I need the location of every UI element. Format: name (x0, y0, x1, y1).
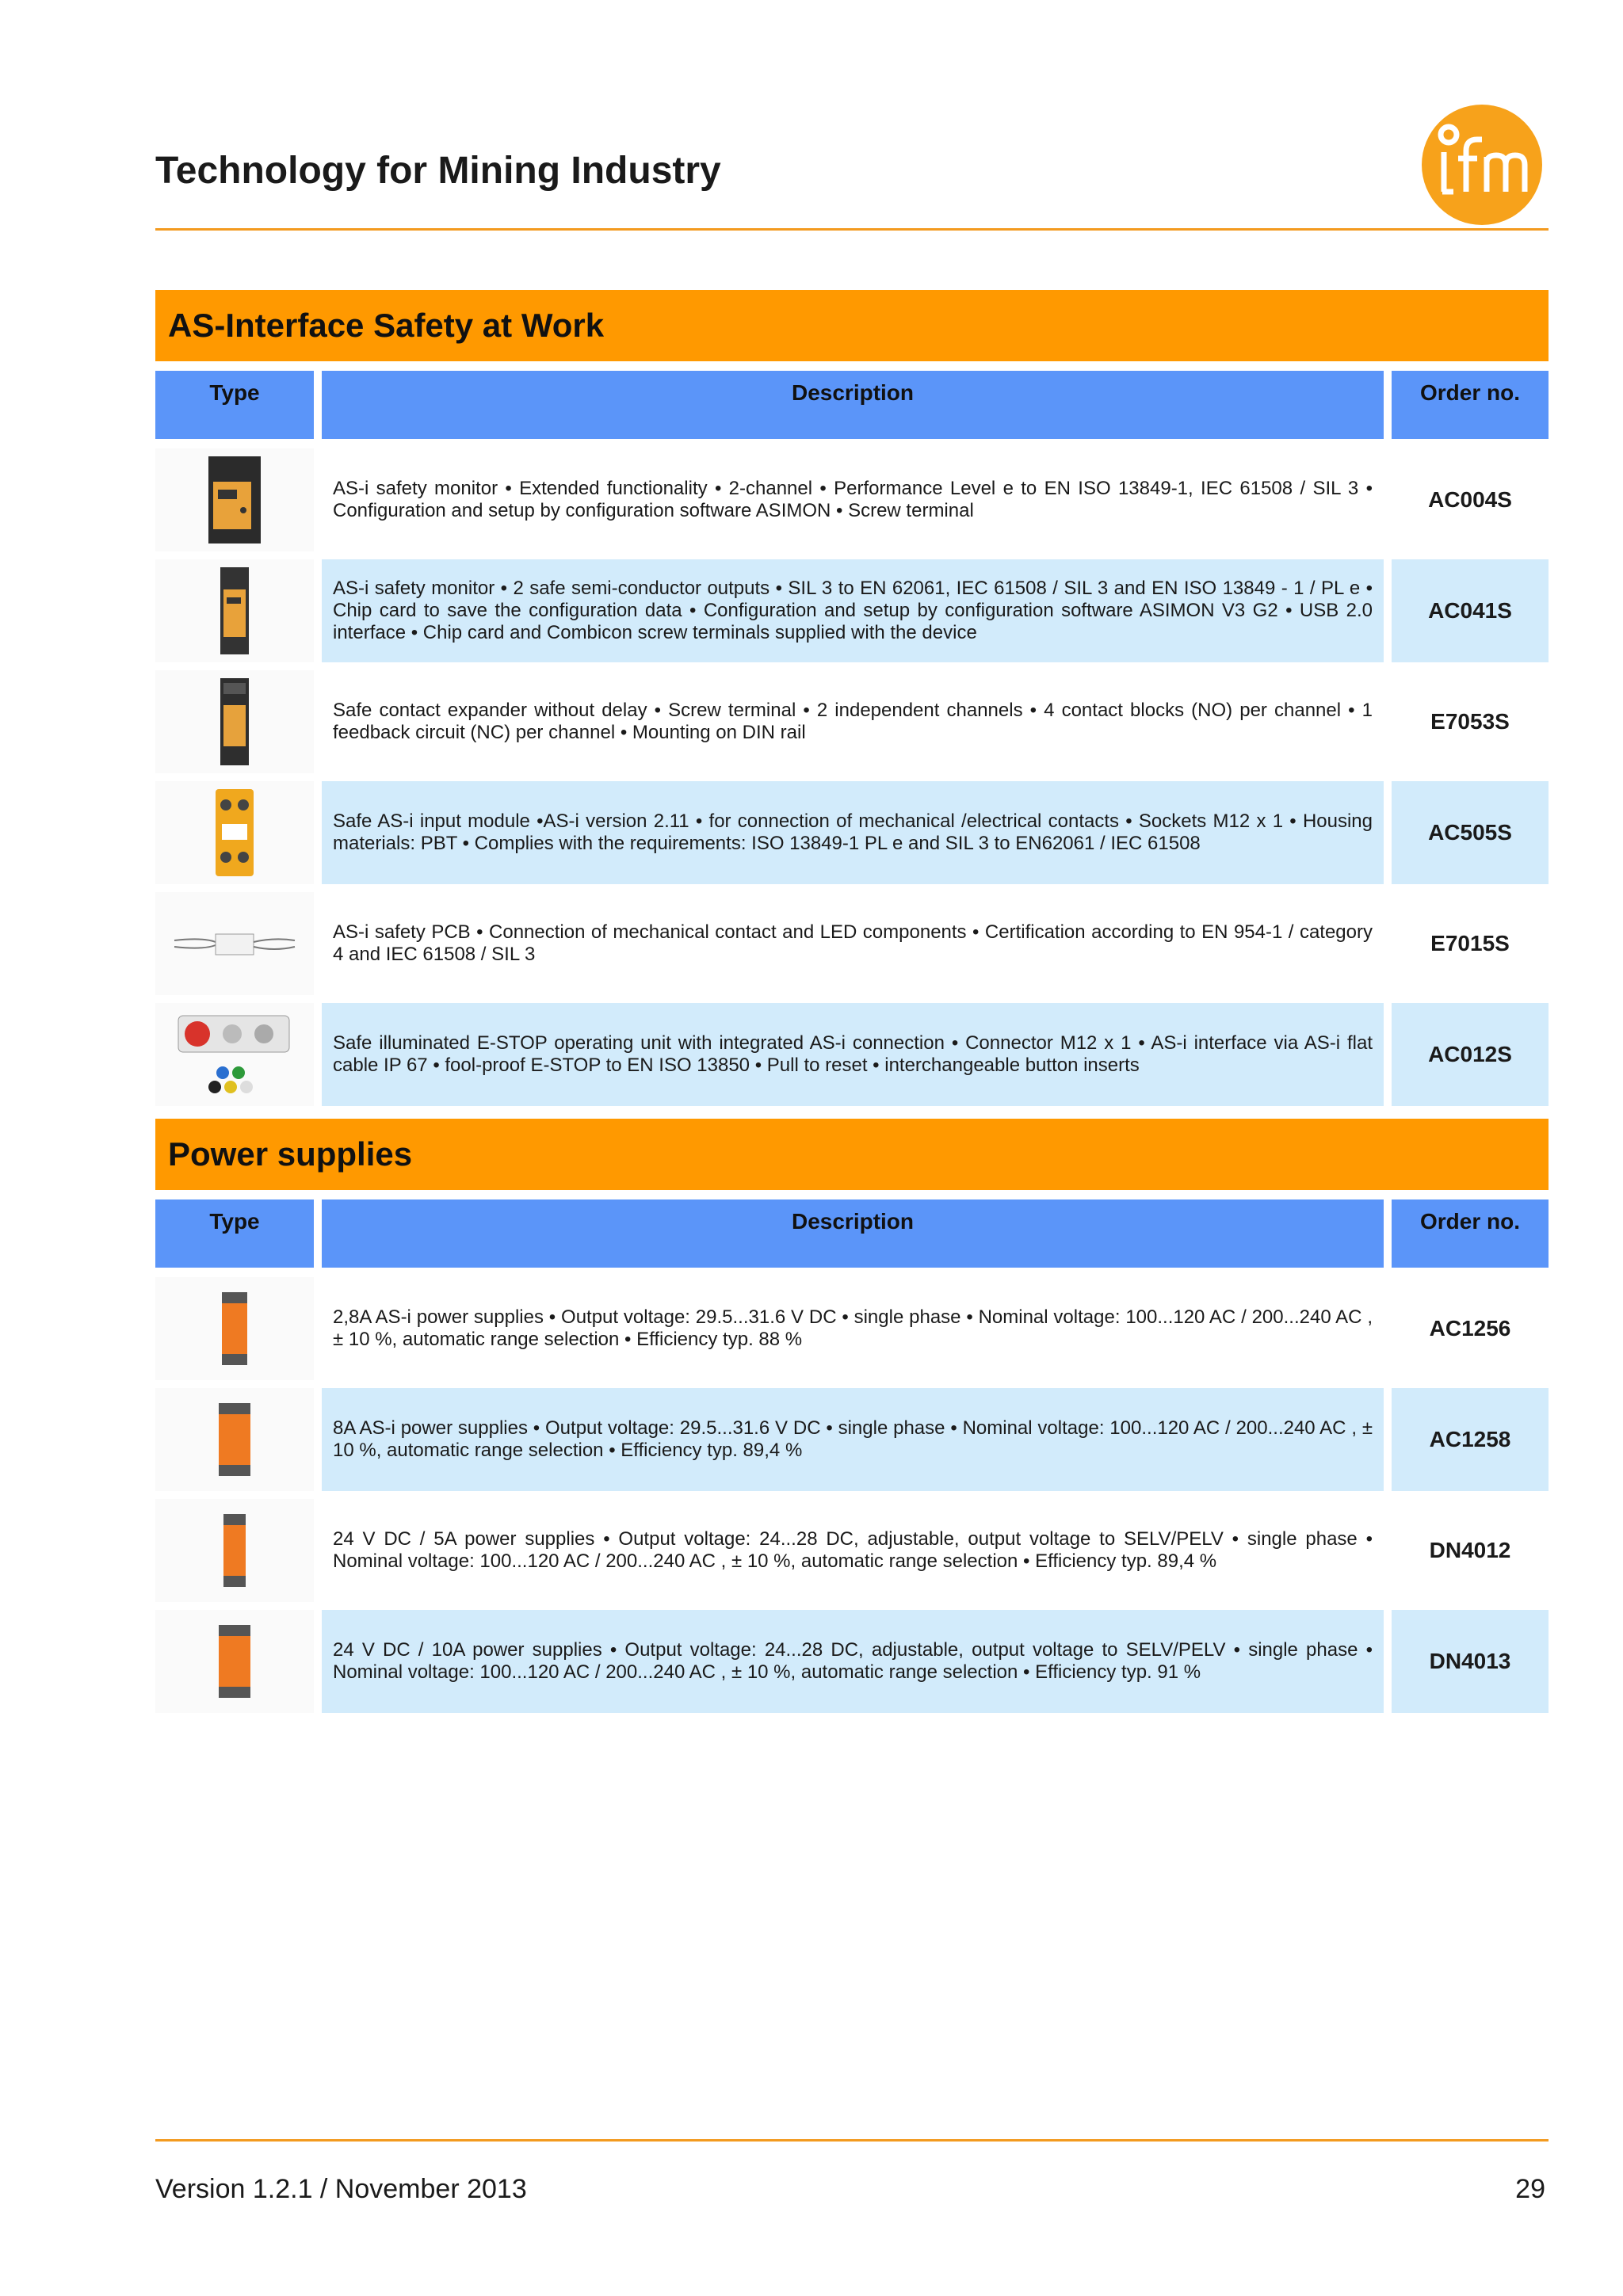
column-header-type: Type (155, 1199, 314, 1268)
section-title: AS-Interface Safety at Work (155, 290, 1549, 361)
row-description: AS-i safety monitor • Extended functionality • 2-channel • Performance Level e to EN ISO 13849-1, IEC 61508 / SIL 3 • Configuration and setup by configuration software ASIMON • Screw terminal (333, 478, 1373, 521)
order-number: AC004S (1428, 487, 1512, 512)
row-description: 24 V DC / 10A power supplies • Output voltage: 24...28 DC, adjustable, output voltage to SELV/PELV • single phase • Nominal voltage: 100...120 AC / 200...240 AC , ± 10 %, automatic range selection • Efficiency typ. 91 % (322, 1610, 1384, 1713)
power-supply-icon (155, 1499, 314, 1602)
row-description: Safe AS-i input module •AS-i version 2.11 • for connection of mechanical /electrical contacts • Sockets M12 x 1 • Housing materials: PBT • Complies with the requirements: ISO 13849-1 PL e and SIL 3 to EN62061 / IEC 61508 (322, 781, 1384, 884)
row-description: Safe contact expander without delay • Screw terminal • 2 independent channels • 4 contact blocks (NO) per channel • 1 feedback circuit (NC) per channel • Mounting on DIN rail (333, 700, 1373, 743)
table-row (155, 559, 1549, 662)
column-header-order: Order no. (1392, 371, 1549, 439)
footer-rule (155, 2139, 1549, 2142)
table-row (155, 670, 1549, 773)
estop-unit-icon (155, 1003, 314, 1106)
table-row (155, 1610, 1549, 1713)
table-row (155, 1277, 1549, 1380)
table-row (155, 1499, 1549, 1602)
table-row (155, 892, 1549, 995)
page-title: Technology for Mining Industry (155, 150, 721, 192)
safety-monitor-icon (155, 448, 314, 551)
input-module-icon (155, 781, 314, 884)
order-number: AC012S (1392, 1003, 1549, 1106)
power-supply-icon (155, 1277, 314, 1380)
row-description: 24 V DC / 5A power supplies • Output voltage: 24...28 DC, adjustable, output voltage to SELV/PELV • single phase • Nominal voltage: 100...120 AC / 200...240 AC , ± 10 %, automatic range selection • Efficiency typ. 89,4 % (333, 1528, 1373, 1572)
row-description: 8A AS-i power supplies • Output voltage: 29.5...31.6 V DC • single phase • Nominal voltage: 100...120 AC / 200...240 AC , ± 10 %, automatic range selection • Efficiency typ. 89,4 % (322, 1388, 1384, 1491)
column-header-type: Type (155, 371, 314, 439)
section-title: Power supplies (155, 1119, 1549, 1190)
section-power-supplies (155, 1119, 1549, 1721)
row-description: 2,8A AS-i power supplies • Output voltage: 29.5...31.6 V DC • single phase • Nominal voltage: 100...120 AC / 200...240 AC , ± 10 %, automatic range selection • Efficiency typ. 88 % (333, 1306, 1373, 1350)
order-number: DN4012 (1429, 1538, 1511, 1562)
safety-pcb-icon (155, 892, 314, 995)
row-description: AS-i safety monitor • 2 safe semi-conductor outputs • SIL 3 to EN 62061, IEC 61508 / SIL 3 and EN ISO 13849 - 1 / PL e • Chip card to save the configuration data • Configuration and setup by configuration software ASIMON V3 G2 • USB 2.0 interface • Chip card and Combicon screw terminals supplied with the device (322, 559, 1384, 662)
order-number: AC1256 (1429, 1316, 1511, 1341)
footer-version: Version 1.2.1 / November 2013 (155, 2174, 527, 2204)
table-row (155, 781, 1549, 884)
row-description: Safe illuminated E-STOP operating unit with integrated AS-i connection • Connector M12 x 1 • AS-i interface via AS-i flat cable IP 67 • fool-proof E-STOP to EN ISO 13850 • Pull to reset • interchangeable button inserts (322, 1003, 1384, 1106)
column-header-order: Order no. (1392, 1199, 1549, 1268)
ifm-logo (1419, 101, 1545, 228)
order-number: DN4013 (1392, 1610, 1549, 1713)
order-number: E7015S (1430, 931, 1510, 955)
column-header-description: Description (322, 1199, 1384, 1268)
table-header (155, 371, 1549, 439)
order-number: AC041S (1392, 559, 1549, 662)
table-row (155, 1003, 1549, 1106)
section-as-interface-safety (155, 290, 1549, 1114)
column-header-description: Description (322, 371, 1384, 439)
order-number: AC505S (1392, 781, 1549, 884)
power-supply-icon (155, 1388, 314, 1491)
safety-monitor-slim-icon (155, 559, 314, 662)
row-description: AS-i safety PCB • Connection of mechanical contact and LED components • Certification according to EN 954-1 / category 4 and IEC 61508 / SIL 3 (333, 921, 1373, 965)
table-row (155, 448, 1549, 551)
table-header (155, 1199, 1549, 1268)
contact-expander-icon (155, 670, 314, 773)
power-supply-icon (155, 1610, 314, 1713)
header-rule (155, 228, 1549, 231)
order-number: AC1258 (1392, 1388, 1549, 1491)
order-number: E7053S (1430, 709, 1510, 734)
page-number: 29 (1515, 2174, 1545, 2204)
table-row (155, 1388, 1549, 1491)
